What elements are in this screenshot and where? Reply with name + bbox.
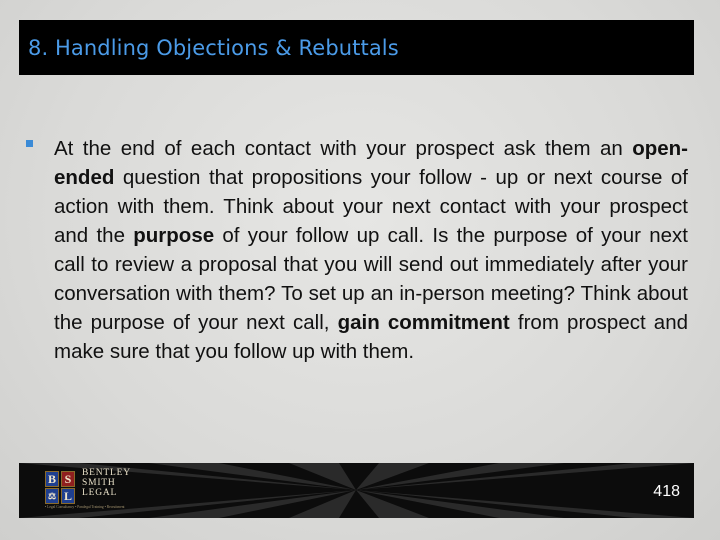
bullet-paragraph <box>54 134 688 366</box>
bullet-icon <box>26 140 33 147</box>
slide-title: 8. Handling Objections & Rebuttals <box>28 36 399 60</box>
logo-scales-icon: ⚖ <box>45 488 59 504</box>
logo-name-line: LEGAL <box>82 488 118 498</box>
logo-letter-l: L <box>61 488 75 504</box>
paragraph-segment: At the end of each contact with your prospect ask them an <box>54 137 633 160</box>
logo-name-line: SMITH <box>82 478 116 488</box>
paragraph-segment: from prospect and make sure that you follow up with them. <box>54 311 689 363</box>
logo-tagline: • Legal Consultancy • Paralegal Training • Recruitment <box>45 505 125 509</box>
title-bar <box>19 20 694 75</box>
logo-letter-b: B <box>45 471 59 487</box>
paragraph-bold-segment: purpose <box>133 224 215 247</box>
logo-name-line: BENTLEY <box>82 468 131 478</box>
paragraph-bold-segment: open-ended <box>54 137 688 189</box>
slide-content <box>26 134 688 366</box>
paragraph-segment: question that propositions your follow - up or next course of action with them. Think about your next contact with your prospect and the <box>54 166 688 247</box>
page-number: 418 <box>653 483 680 500</box>
paragraph-bold-segment: gain commitment <box>337 311 510 334</box>
logo-name <box>82 468 131 498</box>
logo-letter-s: S <box>61 471 75 487</box>
company-logo <box>45 468 165 512</box>
paragraph-segment: of your follow up call. Is the purpose of your next call to review a proposal that you will send out immediately after your conversation with them? To set up an in-person meeting? Think about the purpose of your next call, <box>54 224 689 334</box>
footer-bar <box>19 463 694 518</box>
